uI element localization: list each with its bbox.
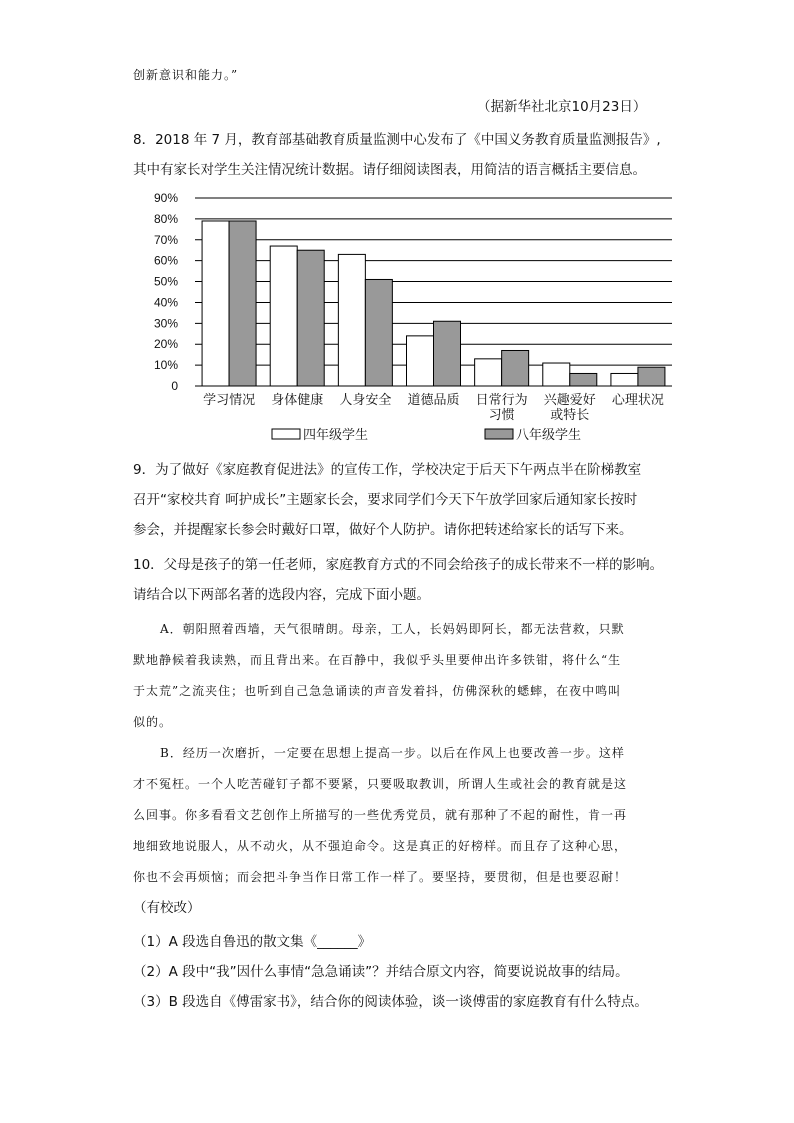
question-10-line-2: 请结合以下两部名著的选段内容，完成下面小题。 [133,587,430,603]
bar [502,350,529,386]
passage-b-line-5: 你也不会再烦恼；而会把斗争当作日常工作一样了。要坚持，要贯彻，但是也要忍耐！ [133,870,628,884]
question-9-line-1: 9．为了做好《家庭教育促进法》的宣传工作，学校决定于后天下午两点半在阶梯教室 [133,462,642,478]
legend-label: 八年级学生 [516,428,582,443]
y-tick-label: 30% [153,316,178,331]
question-10-line-1: 10．父母是孩子的第一任老师，家庭教育方式的不同会给孩子的成长带来不一样的影响。 [133,557,664,573]
passage-b-line-2: 才不冤枉。一个人吃苦碰钉子都不要紧，只要吸取教训，所谓人生或社会的教育就是这 [133,777,628,791]
category-label: 兴趣爱好 [543,393,596,408]
bar [202,221,229,386]
sub-question-1: （1）A 段选自鲁迅的散文集《______》 [133,934,372,950]
y-tick-label: 90% [153,191,178,205]
category-label: 习惯 [488,408,515,423]
y-tick-label: 50% [153,274,178,289]
bar [297,250,324,386]
continuation-line: 创新意识和能力。” [133,68,239,82]
y-tick-label: 40% [153,295,178,310]
passage-b-line-3: 么回事。你多看看文艺创作上所描写的一些优秀党员，就有那种了不起的耐性，肯一再 [133,808,628,822]
source-citation: （据新华社北京10月23日） [477,99,647,115]
bar [407,336,434,386]
category-label: 心理状况 [611,393,664,408]
sub-question-3: （3）B 段选自《傅雷家书》，结合你的阅读体验，谈一谈傅雷的家庭教育有什么特点。 [133,994,648,1010]
passage-b-line-4: 地细致地说服人，从不动火，从不强迫命令。这是真正的好榜样。而且存了这种心思， [133,839,628,853]
y-tick-label: 70% [153,232,178,247]
category-label: 或特长 [550,408,590,423]
bar [229,221,256,386]
passage-b-line-1: B．经历一次磨折，一定要在思想上提高一步。以后在作风上也要改善一步。这样 [160,746,625,760]
category-label: 身体健康 [271,393,324,408]
question-8-line-2: 其中有家长对学生关注情况统计数据。请仔细阅读图表，用简洁的语言概括主要信息。 [133,162,646,178]
legend-swatch [485,429,513,439]
bar [570,373,597,386]
bar [543,363,570,386]
bar [434,321,461,386]
legend-label: 四年级学生 [303,428,369,443]
category-label: 日常行为 [475,393,528,408]
passage-a-line-1: A．朝阳照着西墙，天气很晴朗。母亲，工人，长妈妈即阿长，都无法营救，只默 [160,622,625,636]
question-9-line-2: 召开“家校共育 呵护成长”主题家长会，要求同学们今天下午放学回家后通知家长按时 [133,492,638,508]
bar [611,373,638,386]
y-tick-label: 20% [153,337,178,352]
question-9-line-3: 参会，并提醒家长参会时戴好口罩，做好个人防护。请你把转述给家长的话写下来。 [133,522,633,538]
passage-b-note: （有校改） [133,900,201,916]
y-tick-label: 10% [153,358,178,373]
passage-a-line-2: 默地静候着我读熟，而且背出来。在百静中，我似乎头里要伸出许多铁钳，将什么“生 [133,653,622,667]
bar [638,367,665,386]
question-8-line-1: 8．2018 年 7 月，教育部基础教育质量监测中心发布了《中国义务教育质量监测报告》, [133,132,661,148]
bar [338,254,365,386]
bar [475,359,502,386]
y-tick-label: 0 [171,379,178,393]
bar [270,246,297,386]
passage-a-line-3: 于太荒”之流夹住；也听到自己急急诵读的声音发着抖，仿佛深秋的蟋蟀，在夜中鸣叫 [133,684,622,698]
y-tick-label: 80% [153,211,178,226]
bar [365,279,392,386]
category-label: 道德品质 [407,393,460,408]
category-label: 人身安全 [339,393,392,408]
legend-swatch [272,429,300,439]
passage-a-line-4: 似的。 [133,715,173,729]
category-label: 学习情况 [203,393,256,408]
sub-question-2: （2）A 段中“我”因什么事情“急急诵读”？并结合原文内容，简要说说故事的结局。 [133,964,629,980]
y-tick-label: 60% [153,253,178,268]
bar-chart [140,188,685,454]
